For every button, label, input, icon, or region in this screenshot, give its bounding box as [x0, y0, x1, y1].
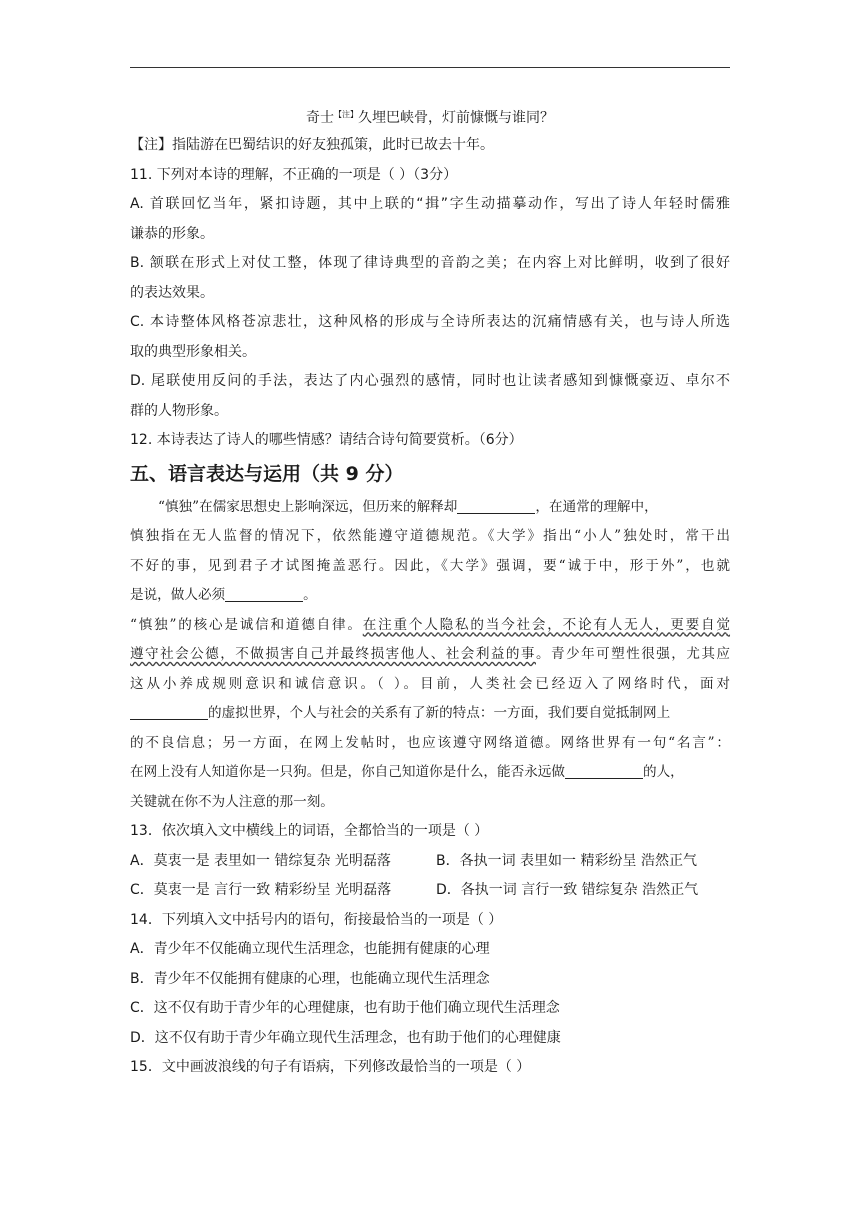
q14-option-a: A．青少年不仅能确立现代生活理念，也能拥有健康的心理 [130, 941, 490, 957]
q13-option-b: B．各执一词 表里如一 精彩纷呈 浩然正气 [436, 852, 697, 869]
q14-stem: 14．下列填入文中括号内的语句，衔接最恰当的一项是（ ） [130, 911, 503, 928]
passage-p1-line1: “慎独”在儒家思想史上影响深远，但历来的解释却 ，在通常的理解中， [130, 493, 730, 523]
q13-option-c: C．莫衷一是 言行一致 精彩纷呈 光明磊落 [130, 882, 392, 898]
q11-option-b-cont: 的表达效果。 [130, 284, 214, 301]
blank-3 [130, 702, 208, 720]
q11-option-c: C. 本诗整体风格苍凉悲壮，这种风格的形成与全诗所表达的沉痛情感有关，也与诗人所选 [130, 314, 730, 330]
q15-stem: 15．文中画波浪线的句子有语病，下列修改最恰当的一项是（ ） [130, 1059, 531, 1075]
passage-p2-line1: “慎独”的核心是诚信和道德自律。在注重个人隐私的当今社会，不论有人无人，更要自觉 [130, 616, 731, 633]
poem-note: 【注】指陆游在巴蜀结识的好友独孤策，此时已故去十年。 [130, 137, 494, 153]
passage-p2-line6: 在网上没有人知道你是一只狗。但是，你自己知道你是什么，能否永远做 的人， [130, 758, 730, 788]
q11-stem: 11. 下列对本诗的理解，不正确的一项是（ ）（3分） [130, 166, 458, 183]
passage-p2-line3: 这从小养成规则意识和诚信意识。（ ）。目前，人类社会已经迈入了网络时代，面对 [130, 675, 730, 692]
section-5-title: 五、语言表达与运用（共 9 分） [130, 462, 404, 485]
q11-option-d-cont: 群的人物形象。 [130, 402, 228, 419]
q11-option-a-cont: 谦恭的形象。 [130, 225, 214, 242]
passage-p2-line2: 遵守社会公德，不做损害自己并最终损害他人、社会利益的事。青少年可塑性很强，尤其应 [130, 646, 731, 662]
wavy-sentence-part2: 遵守社会公德，不做损害自己并最终损害他人、社会利益的事 [130, 646, 536, 662]
passage [130, 493, 730, 818]
passage-p1-line3: 不好的事，见到君子才试图掩盖恶行。因此，《大学》强调，要“诚于中，形于外”，也就 [130, 557, 730, 574]
page-content [130, 100, 730, 1083]
blank-2 [225, 584, 303, 602]
passage-p2-line4: 的虚拟世界，个人与社会的关系有了新的特点：一方面，我们要自觉抵制网上 [130, 699, 730, 729]
q11-option-d: D. 尾联使用反问的手法，表达了内心强烈的感情，同时也让读者感知到慷慨豪迈、卓尔不 [130, 373, 730, 389]
passage-p1-line2: 慎独指在无人监督的情况下，依然能遵守道德规范。《大学》指出“小人”独处时，常干出 [130, 528, 730, 544]
passage-p2-line5: 的不良信息；另一方面，在网上发帖时，也应该遵守网络道德。网络世界有一句“名言”： [130, 734, 730, 751]
blank-4 [565, 761, 643, 779]
q11-option-c-cont: 取的典型形象相关。 [130, 343, 256, 360]
q13-stem: 13．依次填入文中横线上的词语，全都恰当的一项是（ ） [130, 823, 489, 839]
q13-option-d: D．各执一词 言行一致 错综复杂 浩然正气 [436, 882, 699, 898]
footnote-marker: 【注】 [334, 110, 358, 119]
header-rule [130, 67, 730, 68]
passage-p1-line4: 是说，做人必须 。 [130, 581, 730, 611]
blank-1 [457, 496, 535, 514]
wavy-sentence-part1: 在注重个人隐私的当今社会，不论有人无人，更要自觉 [362, 616, 731, 633]
q14-option-b: B．青少年不仅能拥有健康的心理，也能确立现代生活理念 [130, 970, 490, 987]
q12-stem: 12. 本诗表达了诗人的哪些情感？请结合诗句简要赏析。（6分） [130, 432, 523, 448]
q13-option-a: A．莫衷一是 表里如一 错综复杂 光明磊落 [130, 852, 391, 869]
q14-option-c: C．这不仅有助于青少年的心理健康，也有助于他们确立现代生活理念 [130, 1000, 560, 1016]
q13-options-row2 [130, 876, 730, 906]
q13-options-row1 [130, 847, 730, 877]
q11-option-b: B. 颔联在形式上对仗工整，体现了律诗典型的音韵之美；在内容上对比鲜明，收到了很好 [130, 255, 730, 271]
q14-option-d: D．这不仅有助于青少年确立现代生活理念，也有助于他们的心理健康 [130, 1029, 561, 1046]
q11-option-a: A. 首联回忆当年，紧扣诗题，其中上联的“揖”字生动描摹动作，写出了诗人年轻时儒雅 [130, 196, 730, 212]
poem-last-line: 奇士$^{【注】}$久埋巴峡骨，灯前慷慨与谁同？ [306, 110, 554, 126]
passage-p2-line7: 关键就在你不为人注意的那一刻。 [130, 793, 334, 810]
